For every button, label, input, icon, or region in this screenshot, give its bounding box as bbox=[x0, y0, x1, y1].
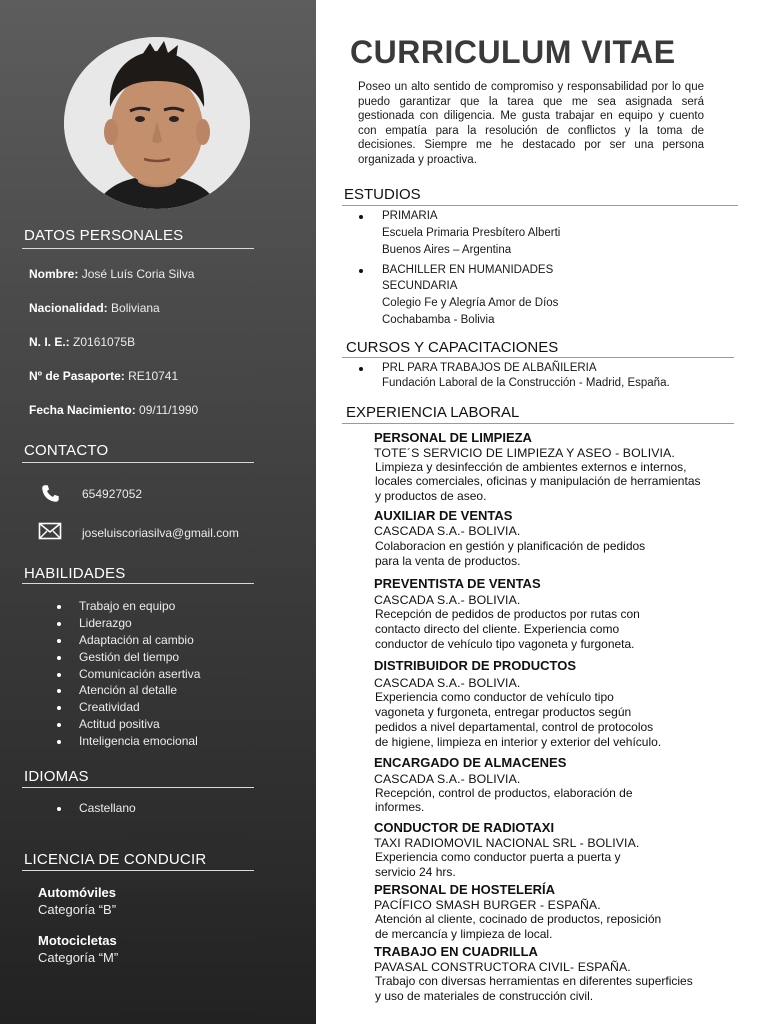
skill-item: Creatividad bbox=[56, 699, 200, 716]
email-address[interactable]: joseluiscoriasilva@gmail.com bbox=[82, 526, 239, 540]
contact-divider bbox=[22, 462, 254, 463]
study-level: PRIMARIA bbox=[382, 210, 438, 222]
skills-divider bbox=[22, 583, 254, 584]
personal-nie-row bbox=[29, 335, 135, 349]
job-title: DISTRIBUIDOR DE PRODUCTOS bbox=[374, 658, 576, 673]
courses-divider bbox=[342, 357, 734, 358]
job-company: PACÍFICO SMASH BURGER - ESPAÑA. bbox=[374, 898, 601, 912]
nationality-label: Nacionalidad: bbox=[29, 301, 108, 315]
job-description-line: locales comerciales, oficinas y manipulación de herramientas bbox=[375, 474, 701, 488]
job-company: CASCADA S.A.- BOLIVIA. bbox=[374, 772, 521, 786]
courses-heading: CURSOS Y CAPACITACIONES bbox=[346, 339, 559, 356]
study-school: Escuela Primaria Presbítero Alberti bbox=[382, 227, 561, 239]
job-description-line: contacto directo del cliente. Experiencia como bbox=[375, 622, 620, 636]
license-divider bbox=[22, 870, 254, 871]
job-company: TAXI RADIOMOVIL NACIONAL SRL - BOLIVIA. bbox=[374, 836, 640, 850]
personal-data-heading: DATOS PERSONALES bbox=[24, 227, 184, 244]
skill-item: Comunicación asertiva bbox=[56, 666, 200, 683]
bullet bbox=[359, 215, 363, 219]
phone-number[interactable]: 654927052 bbox=[82, 487, 143, 501]
passport-label: Nº de Pasaporte: bbox=[29, 369, 125, 383]
personal-nationality-row bbox=[29, 301, 160, 315]
study-school: Colegio Fe y Alegría Amor de Díos bbox=[382, 297, 559, 309]
job-title: ENCARGADO DE ALMACENES bbox=[374, 755, 567, 770]
job-title: PREVENTISTA DE VENTAS bbox=[374, 576, 541, 591]
bullet bbox=[359, 367, 363, 371]
job-company: TOTE´S SERVICIO DE LIMPIEZA Y ASEO - BOLIVIA. bbox=[374, 446, 675, 460]
job-company: CASCADA S.A.- BOLIVIA. bbox=[374, 593, 521, 607]
personal-birthdate-row bbox=[29, 403, 198, 417]
experience-heading: EXPERIENCIA LABORAL bbox=[346, 404, 520, 421]
job-description-line: servicio 24 hrs. bbox=[375, 865, 456, 879]
skill-item: Gestión del tiempo bbox=[56, 649, 200, 666]
phone-icon bbox=[38, 483, 64, 505]
skill-item: Inteligencia emocional bbox=[56, 733, 200, 750]
skill-item: Liderazgo bbox=[56, 615, 200, 632]
job-title: PERSONAL DE LIMPIEZA bbox=[374, 430, 532, 445]
job-title: CONDUCTOR DE RADIOTAXI bbox=[374, 820, 555, 835]
page-title: CURRICULUM VITAE bbox=[350, 34, 676, 70]
study-location: Buenos Aires – Argentina bbox=[382, 244, 512, 256]
job-description-line: vagoneta y furgoneta, entregar productos según bbox=[375, 705, 632, 719]
nie-value: Z0161075B bbox=[73, 335, 136, 349]
job-description-line: de higiene, limpieza en interior y exterior del vehículo. bbox=[375, 735, 662, 749]
name-value: José Luís Coria Silva bbox=[81, 267, 195, 281]
study-level: SECUNDARIA bbox=[382, 280, 458, 292]
profile-summary: Poseo un alto sentido de compromiso y responsabilidad por lo que puedo garantizar que la tarea que me sea asignada será gestionada con diligencia. Me gusta trabajar en equipo y cuento con empatía para la resolución de conflictos y la toma de decisiones. Siempre me he destacado por ser una persona organizada y proactiva. bbox=[358, 81, 704, 166]
job-description-line: informes. bbox=[375, 800, 425, 814]
job-company: PAVASAL CONSTRUCTORA CIVIL- ESPAÑA. bbox=[374, 960, 631, 974]
personal-passport-row bbox=[29, 369, 178, 383]
experience-divider bbox=[342, 423, 734, 424]
personal-data-divider bbox=[22, 248, 254, 249]
profile-photo bbox=[64, 37, 250, 209]
studies-divider bbox=[342, 205, 738, 206]
nationality-value: Boliviana bbox=[111, 301, 160, 315]
course-institution: Fundación Laboral de la Construcción - Madrid, España. bbox=[382, 377, 670, 389]
job-description-line: Recepción de pedidos de productos por rutas con bbox=[375, 607, 640, 621]
license-auto-category: Categoría “B” bbox=[38, 902, 117, 917]
skill-item: Trabajo en equipo bbox=[56, 598, 200, 615]
languages-list bbox=[56, 800, 136, 817]
job-description-line: Experiencia como conductor puerta a puerta y bbox=[375, 850, 621, 864]
course-title: PRL PARA TRABAJOS DE ALBAÑILERIA bbox=[382, 362, 597, 374]
job-company: CASCADA S.A.- BOLIVIA. bbox=[374, 524, 521, 538]
job-description-line: de mercancía y limpieza de local. bbox=[375, 927, 553, 941]
job-company: CASCADA S.A.- BOLIVIA. bbox=[374, 676, 521, 690]
contact-heading: CONTACTO bbox=[24, 442, 109, 459]
bullet bbox=[359, 269, 363, 273]
job-description-line: Limpieza y desinfección de ambientes externos e internos, bbox=[375, 460, 687, 474]
license-moto-category: Categoría “M” bbox=[38, 950, 119, 965]
skill-item: Actitud positiva bbox=[56, 716, 200, 733]
license-moto-title: Motocicletas bbox=[38, 933, 117, 948]
profile-photo-image bbox=[64, 37, 250, 209]
personal-name-row bbox=[29, 267, 194, 281]
job-description-line: conductor de vehículo tipo vagoneta y furgoneta. bbox=[375, 637, 635, 651]
language-item: Castellano bbox=[56, 800, 136, 817]
license-heading: LICENCIA DE CONDUCIR bbox=[24, 851, 207, 868]
job-description-line: Atención al cliente, cocinado de productos, reposición bbox=[375, 912, 662, 926]
nie-label: N. I. E.: bbox=[29, 335, 70, 349]
job-description-line: Experiencia como conductor de vehículo tipo bbox=[375, 690, 614, 704]
job-title: TRABAJO EN CUADRILLA bbox=[374, 944, 538, 959]
study-location: Cochabamba - Bolivia bbox=[382, 314, 495, 326]
skills-list bbox=[56, 598, 200, 750]
job-description-line: para la venta de productos. bbox=[375, 554, 521, 568]
skills-heading: HABILIDADES bbox=[24, 565, 126, 582]
envelope-icon bbox=[38, 522, 64, 544]
name-label: Nombre: bbox=[29, 267, 79, 281]
birthdate-label: Fecha Nacimiento: bbox=[29, 403, 136, 417]
job-description-line: pedidos a nivel departamental, control de protocolos bbox=[375, 720, 654, 734]
job-title: AUXILIAR DE VENTAS bbox=[374, 508, 513, 523]
license-auto-title: Automóviles bbox=[38, 885, 117, 900]
skill-item: Adaptación al cambio bbox=[56, 632, 200, 649]
skill-item: Atención al detalle bbox=[56, 682, 200, 699]
passport-value: RE10741 bbox=[128, 369, 179, 383]
birthdate-value: 09/11/1990 bbox=[139, 403, 199, 417]
studies-heading: ESTUDIOS bbox=[344, 186, 421, 203]
languages-divider bbox=[22, 787, 254, 788]
job-description-line: y productos de aseo. bbox=[375, 489, 487, 503]
sidebar bbox=[0, 0, 316, 1024]
job-title: PERSONAL DE HOSTELERÍA bbox=[374, 882, 556, 897]
job-description-line: Colaboracion en gestión y planificación de pedidos bbox=[375, 539, 646, 553]
study-level: BACHILLER EN HUMANIDADES bbox=[382, 264, 554, 276]
job-description-line: y uso de materiales de construcción civil. bbox=[375, 989, 594, 1003]
languages-heading: IDIOMAS bbox=[24, 768, 89, 785]
job-description-line: Recepción, control de productos, elaboración de bbox=[375, 786, 633, 800]
job-description-line: Trabajo con diversas herramientas en diferentes superficies bbox=[375, 974, 693, 988]
